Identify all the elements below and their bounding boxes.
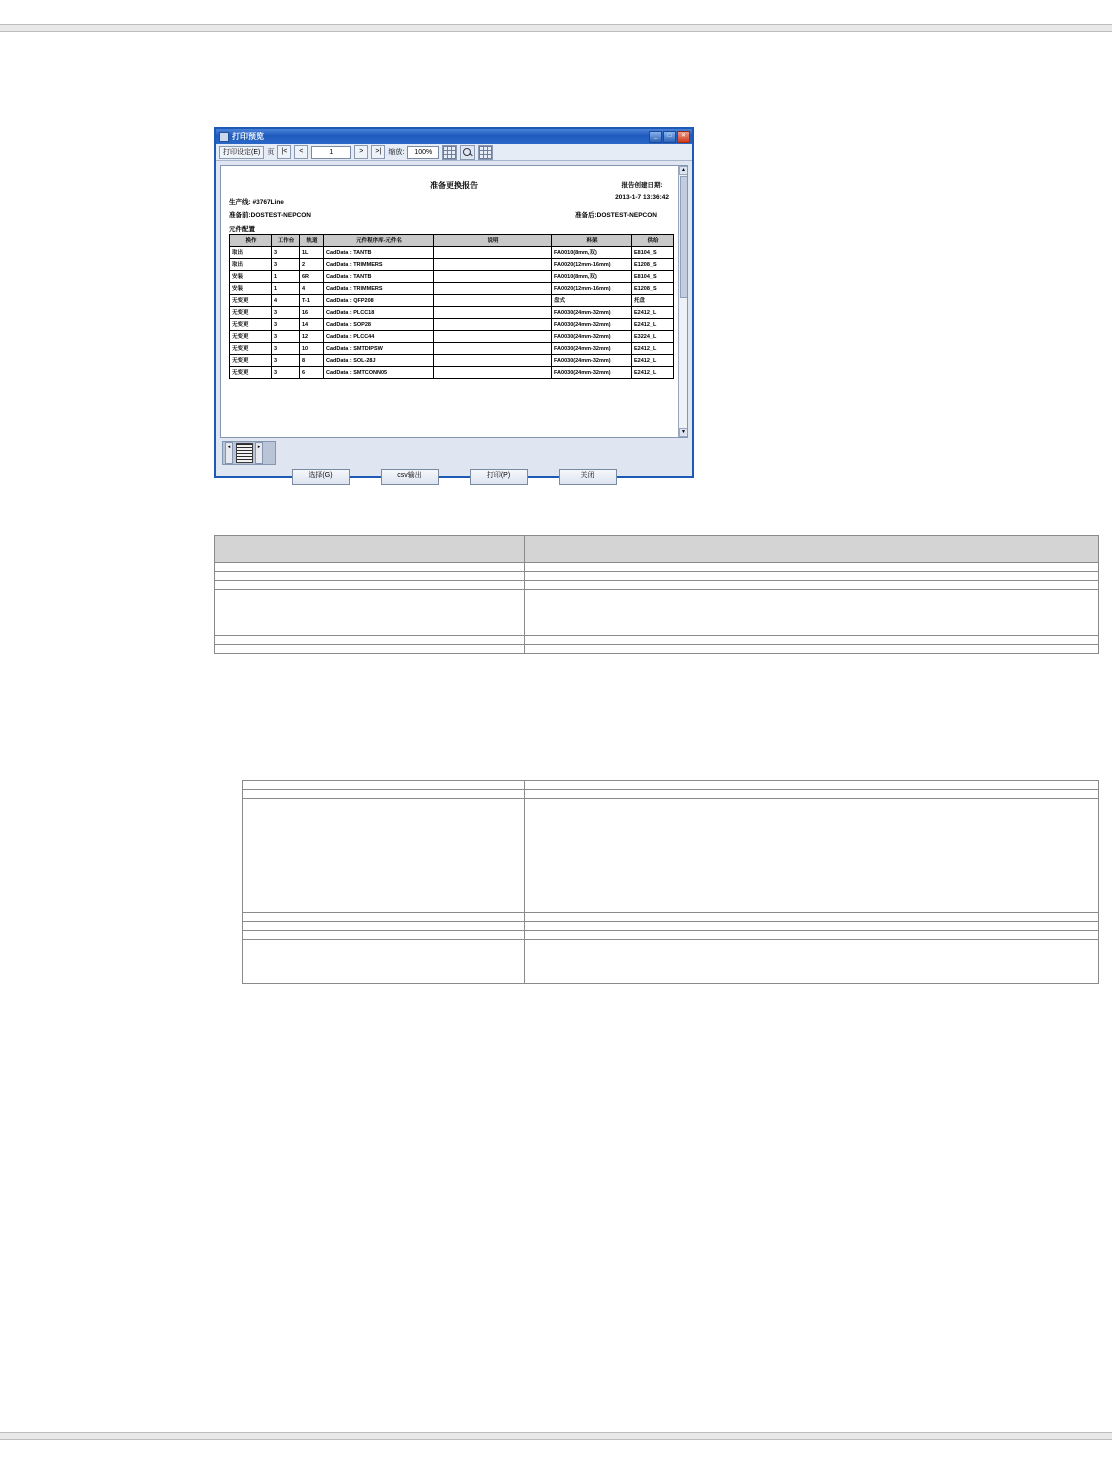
prev-page-icon[interactable]: <: [294, 145, 308, 159]
sub-cell-right: [525, 940, 1099, 984]
print-button[interactable]: 打印(P): [470, 469, 528, 485]
sub-cell-left: [243, 922, 525, 931]
doc-cell-left: [215, 581, 525, 590]
table-header-row: [230, 235, 674, 247]
cell-station: 3: [272, 367, 300, 379]
zoom-label: 缩放:: [388, 149, 405, 156]
cell-station: 3: [272, 319, 300, 331]
sub-cell-left: [243, 781, 525, 790]
cell-feeder: 盘式: [552, 295, 632, 307]
table-row: [230, 331, 674, 343]
doc-table-header-row: [215, 536, 1099, 563]
report-title: 准备更换报告: [430, 181, 478, 190]
minimize-button[interactable]: _: [649, 131, 662, 143]
csv-export-button[interactable]: csv输出: [381, 469, 439, 485]
cell-change: 安装: [230, 271, 272, 283]
report-created-block: [615, 180, 669, 204]
table-row: [230, 271, 674, 283]
scroll-down-icon[interactable]: ▼: [679, 428, 688, 437]
page-label: 页: [267, 149, 275, 156]
col-feeder: 料架: [552, 235, 632, 247]
col-track: 轨道: [300, 235, 324, 247]
print-preview-window: [214, 127, 694, 478]
cell-track: 10: [300, 343, 324, 355]
cell-station: 3: [272, 343, 300, 355]
cell-feeder: FA0020(12mm-16mm): [552, 259, 632, 271]
cell-description: [434, 283, 552, 295]
cell-station: 3: [272, 331, 300, 343]
cell-supply: E1208_S: [632, 283, 674, 295]
preview-vertical-scrollbar[interactable]: [678, 166, 687, 437]
col-library-part: 元件程序库-元件名: [324, 235, 434, 247]
table-row: [230, 283, 674, 295]
window-titlebar[interactable]: [216, 129, 692, 144]
cell-description: [434, 343, 552, 355]
cell-description: [434, 355, 552, 367]
cell-library-part: CadData : PLCC44: [324, 331, 434, 343]
grid-icon[interactable]: [442, 145, 457, 160]
cell-feeder: FA0030(24mm-32mm): [552, 307, 632, 319]
cell-description: [434, 331, 552, 343]
page-top-rule: [0, 24, 1112, 32]
cell-supply: E1208_S: [632, 259, 674, 271]
report-created-value: 2013-1-7 13:36:42: [615, 194, 669, 201]
cell-supply: 托盘: [632, 295, 674, 307]
cell-supply: E8104_S: [632, 247, 674, 259]
cell-supply: E2412_L: [632, 355, 674, 367]
window-controls: [649, 131, 690, 143]
doc-cell-right: [525, 581, 1099, 590]
doc-cell-left: [215, 572, 525, 581]
cell-track: T-1: [300, 295, 324, 307]
cell-supply: E2412_L: [632, 367, 674, 379]
doc-cell-left: [215, 645, 525, 654]
table-row: [215, 572, 1099, 581]
table-row: [215, 581, 1099, 590]
page-number-input[interactable]: 1: [311, 146, 351, 159]
cell-change: 无变更: [230, 307, 272, 319]
cell-track: 6R: [300, 271, 324, 283]
cell-description: [434, 247, 552, 259]
thumbnail-prev-icon[interactable]: ◂: [225, 442, 233, 464]
cell-description: [434, 259, 552, 271]
cell-change: 取出: [230, 247, 272, 259]
cell-station: 3: [272, 355, 300, 367]
report-created-label: 报告创建日期:: [621, 182, 663, 189]
table-body: [230, 247, 674, 379]
sub-cell-right: [525, 931, 1099, 940]
app-icon: [219, 132, 229, 142]
cell-station: 3: [272, 247, 300, 259]
col-supply: 供给: [632, 235, 674, 247]
cell-track: 12: [300, 331, 324, 343]
table-row: [215, 563, 1099, 572]
table-row: [215, 636, 1099, 645]
cell-library-part: CadData : SOP28: [324, 319, 434, 331]
cell-description: [434, 295, 552, 307]
cell-feeder: FA0030(24mm-32mm): [552, 319, 632, 331]
thumbnail-next-icon[interactable]: ▸: [255, 442, 263, 464]
cell-library-part: CadData : QFP208: [324, 295, 434, 307]
table-row: [230, 295, 674, 307]
cell-change: 安装: [230, 283, 272, 295]
sub-cell-right: [525, 781, 1099, 790]
cell-track: 8: [300, 355, 324, 367]
cell-change: 无变更: [230, 295, 272, 307]
scroll-thumb[interactable]: [680, 176, 688, 298]
cell-station: 1: [272, 271, 300, 283]
preview-toolbar: [216, 144, 692, 161]
doc-cell-right: [525, 590, 1099, 636]
table-row: [230, 259, 674, 271]
cell-description: [434, 271, 552, 283]
doc-header-right: [525, 536, 1099, 563]
close-icon[interactable]: ✕: [677, 131, 690, 143]
window-title: 打印预览: [232, 132, 264, 141]
doc-cell-right: [525, 572, 1099, 581]
cell-feeder: FA0030(24mm-32mm): [552, 343, 632, 355]
page-thumbnail-strip[interactable]: [222, 441, 276, 465]
cell-track: 14: [300, 319, 324, 331]
cell-change: 无变更: [230, 355, 272, 367]
table-row: [230, 367, 674, 379]
table-row: [243, 781, 1099, 790]
doc-cell-right: [525, 563, 1099, 572]
sub-cell-right: [525, 799, 1099, 913]
export-icon[interactable]: [478, 145, 493, 160]
cell-feeder: FA0030(24mm-32mm): [552, 331, 632, 343]
cell-supply: E8104_S: [632, 271, 674, 283]
table-row: [243, 913, 1099, 922]
cell-description: [434, 367, 552, 379]
cell-station: 3: [272, 259, 300, 271]
cell-library-part: CadData : SMTCONN05: [324, 367, 434, 379]
table-row: [243, 940, 1099, 984]
cell-station: 4: [272, 295, 300, 307]
main-doc-table: [214, 535, 1099, 654]
report-page: [221, 166, 687, 437]
maximize-button[interactable]: □: [663, 131, 676, 143]
preview-pane[interactable]: [220, 165, 688, 438]
table-row: [243, 922, 1099, 931]
table-row: [230, 247, 674, 259]
production-line-row: [229, 197, 679, 206]
doc-header-left: [215, 536, 525, 563]
dialog-footer: [216, 469, 692, 485]
col-change: 换作: [230, 235, 272, 247]
table-row: [243, 790, 1099, 799]
next-page-icon[interactable]: >: [354, 145, 368, 159]
doc-cell-left: [215, 563, 525, 572]
cell-change: 无变更: [230, 367, 272, 379]
first-page-icon[interactable]: |<: [277, 145, 291, 159]
cell-library-part: CadData : TANTB: [324, 271, 434, 283]
table-row: [230, 343, 674, 355]
col-station: 工作台: [272, 235, 300, 247]
sub-cell-right: [525, 913, 1099, 922]
cell-description: [434, 319, 552, 331]
cell-feeder: FA0020(12mm-16mm): [552, 283, 632, 295]
col-description: 说明: [434, 235, 552, 247]
sub-cell-right: [525, 922, 1099, 931]
cell-feeder: FA0030(24mm-32mm): [552, 367, 632, 379]
sub-doc-table: [242, 780, 1099, 984]
cell-track: 1L: [300, 247, 324, 259]
table-row: [243, 799, 1099, 913]
cell-library-part: CadData : TANTB: [324, 247, 434, 259]
zoom-value[interactable]: 100%: [407, 146, 439, 159]
cell-track: 6: [300, 367, 324, 379]
component-config-table: [229, 234, 674, 379]
cell-library-part: CadData : TRIMMERS: [324, 283, 434, 295]
cell-feeder: FA0030(24mm-32mm): [552, 355, 632, 367]
sub-cell-left: [243, 931, 525, 940]
cell-track: 2: [300, 259, 324, 271]
cell-library-part: CadData : TRIMMERS: [324, 259, 434, 271]
page-bottom-rule: [0, 1432, 1112, 1440]
cell-supply: E2412_L: [632, 307, 674, 319]
cell-change: 取出: [230, 259, 272, 271]
doc-cell-right: [525, 645, 1099, 654]
cell-track: 4: [300, 283, 324, 295]
cell-feeder: FA0010(8mm,双): [552, 271, 632, 283]
doc-cell-left: [215, 590, 525, 636]
cell-supply: E2412_L: [632, 319, 674, 331]
scroll-up-icon[interactable]: ▲: [679, 166, 688, 175]
cell-change: 无变更: [230, 343, 272, 355]
last-page-icon[interactable]: >|: [371, 145, 385, 159]
production-line-label: 生产线:: [229, 199, 251, 206]
setup-before-after-row: [229, 210, 679, 219]
cell-supply: E2412_L: [632, 343, 674, 355]
cell-library-part: CadData : SMTDIPSW: [324, 343, 434, 355]
page-thumbnail-icon[interactable]: [236, 443, 253, 463]
cell-change: 无变更: [230, 331, 272, 343]
sub-cell-left: [243, 940, 525, 984]
table-row: [215, 645, 1099, 654]
cell-library-part: CadData : PLCC18: [324, 307, 434, 319]
production-line-value: #3767Line: [252, 199, 284, 206]
sub-cell-left: [243, 790, 525, 799]
cell-station: 3: [272, 307, 300, 319]
cell-description: [434, 307, 552, 319]
sub-cell-left: [243, 913, 525, 922]
doc-cell-left: [215, 636, 525, 645]
cell-track: 16: [300, 307, 324, 319]
cell-feeder: FA0010(8mm,双): [552, 247, 632, 259]
sub-cell-right: [525, 790, 1099, 799]
setup-after-label: 准备后:DOSTEST-NEPCON: [575, 212, 657, 219]
table-row: [230, 319, 674, 331]
doc-cell-right: [525, 636, 1099, 645]
print-setup-button[interactable]: 打印设定(E): [219, 146, 264, 159]
sub-cell-left: [243, 799, 525, 913]
cell-library-part: CadData : SOL-28J: [324, 355, 434, 367]
component-config-heading: 元件配置: [229, 226, 255, 233]
cell-supply: E3224_L: [632, 331, 674, 343]
setup-before-label: 准备前:DOSTEST-NEPCON: [229, 212, 311, 219]
table-row: [230, 355, 674, 367]
table-row: [215, 590, 1099, 636]
cell-station: 1: [272, 283, 300, 295]
close-button[interactable]: 关闭: [559, 469, 617, 485]
table-row: [230, 307, 674, 319]
select-button[interactable]: 选择(G): [292, 469, 350, 485]
table-row: [243, 931, 1099, 940]
cell-change: 无变更: [230, 319, 272, 331]
magnifier-icon[interactable]: [460, 145, 475, 160]
